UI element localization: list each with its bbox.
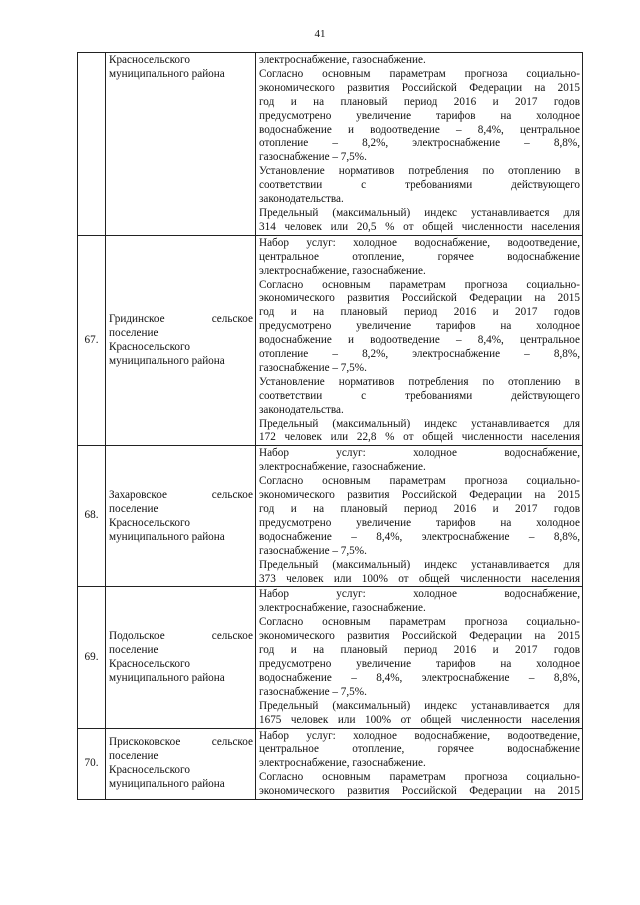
description-line: отопление – 8,2%, электроснабжение – 8,8%, bbox=[259, 348, 580, 361]
row-number: 68. bbox=[78, 446, 106, 587]
description-line: год и на плановый период 2016 и 2017 годов bbox=[259, 503, 580, 515]
settlement-name-line: Прискоковское сельское bbox=[109, 736, 253, 749]
description-line: 373 человек или 100% от общей численности населения bbox=[259, 572, 580, 585]
settlement-name-line: Красносельского bbox=[109, 516, 190, 529]
settlement-name bbox=[106, 53, 256, 236]
row-number: 70. bbox=[78, 728, 106, 800]
description-line: предусмотрено увеличение тарифов на холодное bbox=[259, 657, 580, 670]
row-number: 69. bbox=[78, 587, 106, 728]
settlement-name-line: Красносельского bbox=[109, 341, 190, 354]
description-line: электроснабжение, газоснабжение. bbox=[259, 264, 426, 277]
settlement-name-line: Захаровское сельское bbox=[109, 489, 253, 502]
description-line: газоснабжение – 7,5%. bbox=[259, 544, 367, 557]
description-line: Установление нормативов потребления по отоплению в bbox=[259, 165, 580, 178]
description-line: центральное отопление, горячее водоснабжение bbox=[259, 743, 580, 756]
description-line: экономического развития Российской Федерации на 2015 bbox=[259, 630, 580, 643]
description-line: год и на плановый период 2016 и 2017 годов bbox=[259, 306, 580, 319]
description-line: центральное отопление, горячее водоснабжение bbox=[259, 250, 580, 263]
description-line: газоснабжение – 7,5%. bbox=[259, 685, 367, 698]
settlement-tariff-table bbox=[77, 52, 583, 800]
description-line: Предельный (максимальный) индекс устанавливается для bbox=[259, 417, 580, 430]
tariff-description bbox=[256, 587, 583, 728]
settlement-name-line: Красносельского bbox=[109, 54, 190, 66]
description-line: Предельный (максимальный) индекс устанавливается для bbox=[259, 206, 580, 219]
description-line: предусмотрено увеличение тарифов на холодное bbox=[259, 320, 580, 333]
description-line: Набор услуг: холодное водоснабжение, водоотведение, bbox=[259, 729, 580, 742]
description-line: 1675 человек или 100% от общей численности населения bbox=[259, 713, 580, 726]
settlement-name-line: муниципального района bbox=[109, 67, 225, 80]
description-line: экономического развития Российской Федерации на 2015 bbox=[259, 81, 580, 94]
settlement-name-line: поселение bbox=[109, 750, 159, 763]
description-line: законодательства. bbox=[259, 403, 344, 416]
description-line: год и на плановый период 2016 и 2017 годов bbox=[259, 644, 580, 657]
tariff-description bbox=[256, 235, 583, 446]
description-line: водоснабжение – 8,4%, электроснабжение – 8,8%, bbox=[259, 530, 580, 543]
settlement-name-line: поселение bbox=[109, 644, 159, 657]
settlement-name-line: муниципального района bbox=[109, 530, 225, 543]
settlement-name-line: поселение bbox=[109, 503, 159, 515]
description-line: Набор услуг: холодное водоснабжение, bbox=[259, 447, 580, 460]
description-line: Согласно основным параметрам прогноза социально- bbox=[259, 475, 580, 488]
tariff-description bbox=[256, 446, 583, 587]
table-row bbox=[78, 235, 583, 446]
settlement-name-line: Красносельского bbox=[109, 657, 190, 670]
description-line: 172 человек или 22,8 % от общей численности населения bbox=[259, 431, 580, 444]
settlement-name-line: муниципального района bbox=[109, 671, 225, 684]
description-line: Установление нормативов потребления по отоплению в bbox=[259, 375, 580, 388]
table-row bbox=[78, 53, 583, 236]
description-line: Согласно основным параметрам прогноза социально- bbox=[259, 278, 580, 291]
row-number bbox=[78, 53, 106, 236]
settlement-name bbox=[106, 728, 256, 800]
table-body bbox=[78, 53, 583, 800]
description-line: предусмотрено увеличение тарифов на холодное bbox=[259, 109, 580, 122]
description-line: электроснабжение, газоснабжение. bbox=[259, 54, 426, 66]
description-line: 314 человек или 20,5 % от общей численности населения bbox=[259, 220, 580, 233]
description-line: водоснабжение и водоотведение – 8,4%, центральное bbox=[259, 334, 580, 347]
description-line: Согласно основным параметрам прогноза социально- bbox=[259, 771, 580, 784]
description-line: электроснабжение, газоснабжение. bbox=[259, 461, 426, 474]
description-line: Набор услуг: холодное водоснабжение, водоотведение, bbox=[259, 236, 580, 249]
row-number: 67. bbox=[78, 235, 106, 446]
description-line: соответствии с требованиями действующего bbox=[259, 179, 580, 192]
description-line: законодательства. bbox=[259, 193, 344, 206]
settlement-name-line: Подольское сельское bbox=[109, 630, 253, 643]
table-row bbox=[78, 587, 583, 728]
settlement-name-line: Красносельского bbox=[109, 764, 190, 777]
description-line: газоснабжение – 7,5%. bbox=[259, 151, 367, 164]
description-line: Согласно основным параметрам прогноза социально- bbox=[259, 67, 580, 80]
tariff-description bbox=[256, 53, 583, 236]
settlement-name-line: муниципального района bbox=[109, 778, 225, 791]
description-line: предусмотрено увеличение тарифов на холодное bbox=[259, 516, 580, 529]
description-line: газоснабжение – 7,5%. bbox=[259, 361, 367, 374]
settlement-name bbox=[106, 235, 256, 446]
description-line: Предельный (максимальный) индекс устанавливается для bbox=[259, 699, 580, 712]
description-line: водоснабжение и водоотведение – 8,4%, центральное bbox=[259, 123, 580, 136]
settlement-name-line: муниципального района bbox=[109, 354, 225, 367]
settlement-name-line: поселение bbox=[109, 327, 159, 340]
description-line: Предельный (максимальный) индекс устанавливается для bbox=[259, 558, 580, 571]
settlement-name bbox=[106, 446, 256, 587]
description-line: экономического развития Российской Федерации на 2015 bbox=[259, 489, 580, 502]
description-line: отопление – 8,2%, электроснабжение – 8,8%, bbox=[259, 137, 580, 150]
description-line: Согласно основным параметрам прогноза социально- bbox=[259, 616, 580, 629]
description-line: электроснабжение, газоснабжение. bbox=[259, 602, 426, 615]
table-row bbox=[78, 728, 583, 800]
description-line: экономического развития Российской Федерации на 2015 bbox=[259, 785, 580, 798]
page-number: 41 bbox=[314, 28, 326, 40]
settlement-name bbox=[106, 587, 256, 728]
description-line: год и на плановый период 2016 и 2017 годов bbox=[259, 95, 580, 108]
description-line: экономического развития Российской Федерации на 2015 bbox=[259, 292, 580, 305]
table-row bbox=[78, 446, 583, 587]
description-line: соответствии с требованиями действующего bbox=[259, 389, 580, 402]
description-line: электроснабжение, газоснабжение. bbox=[259, 757, 426, 770]
description-line: Набор услуг: холодное водоснабжение, bbox=[259, 588, 580, 601]
description-line: водоснабжение – 8,4%, электроснабжение – 8,8%, bbox=[259, 671, 580, 684]
settlement-name-line: Гридинское сельское bbox=[109, 313, 253, 326]
tariff-description bbox=[256, 728, 583, 800]
